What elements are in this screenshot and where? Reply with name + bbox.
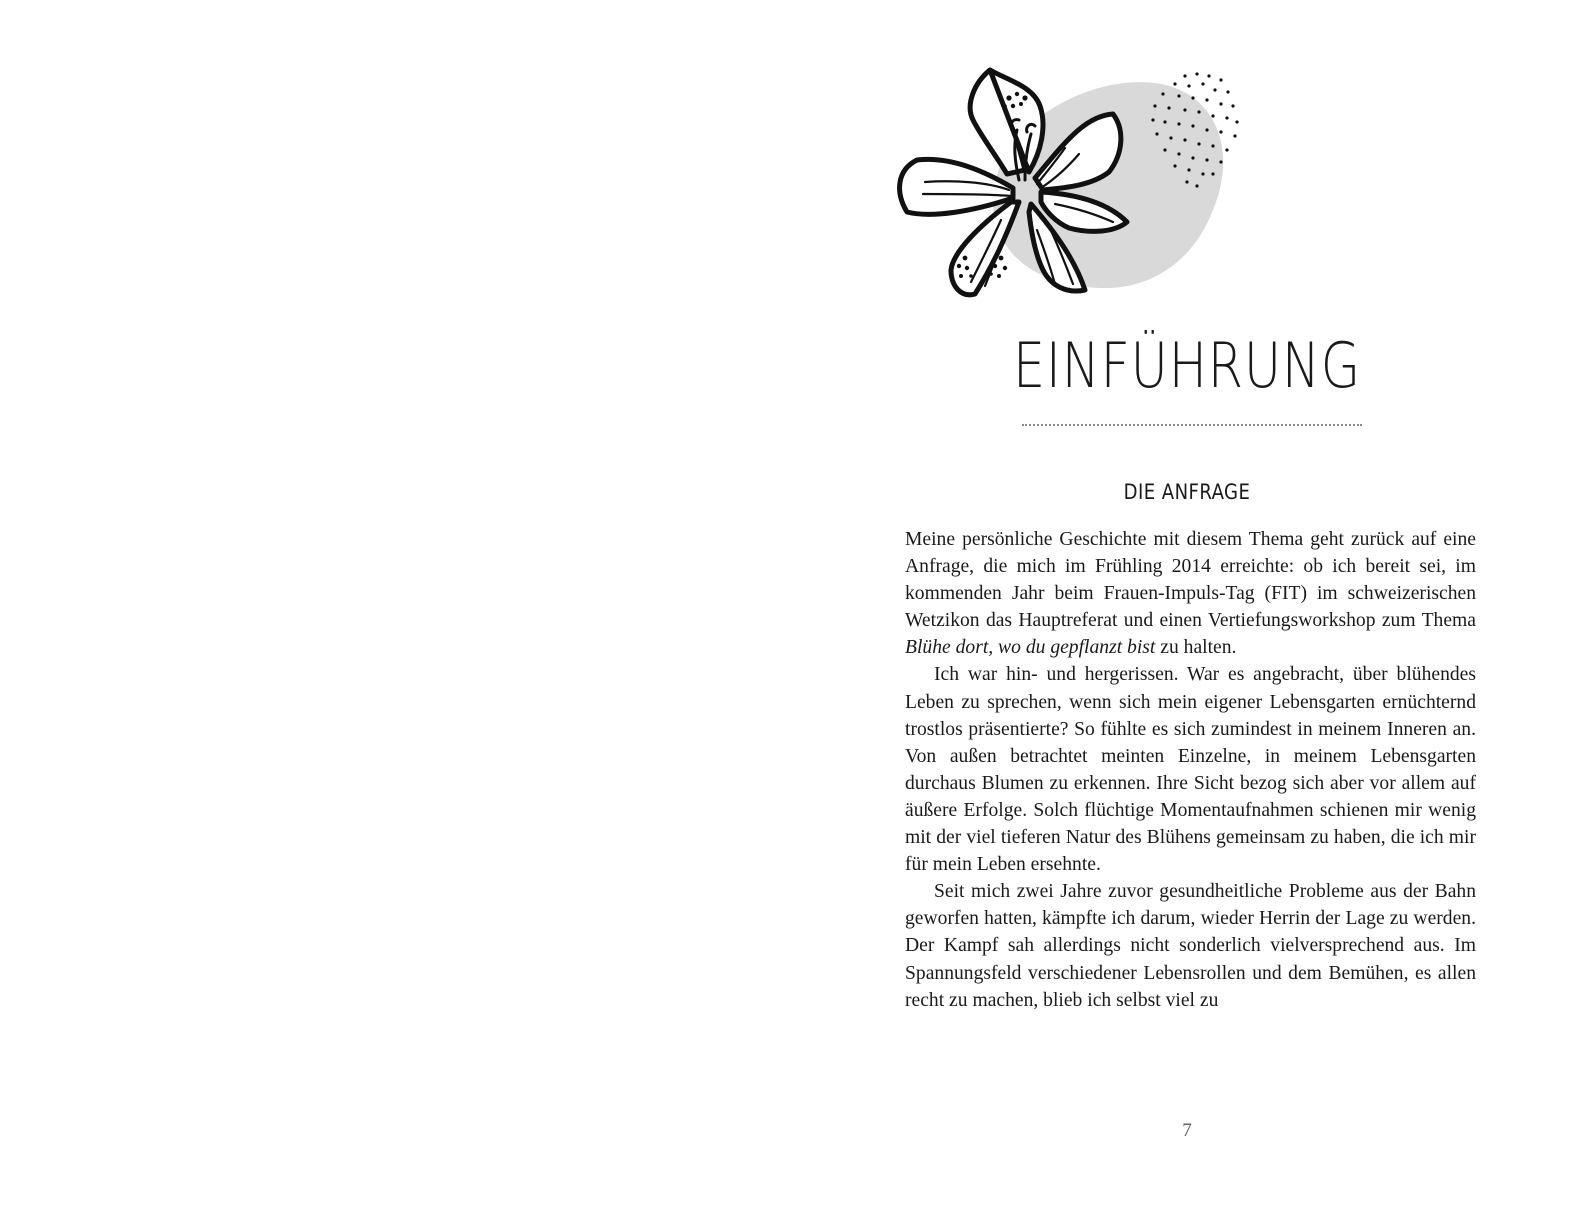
section-heading: DIE ANFRAGE [1123, 480, 1251, 504]
right-page [797, 0, 1594, 1211]
paragraph-1 [905, 526, 1476, 661]
paragraph-3: Seit mich zwei Jahre zuvor gesundheitliche Probleme aus der Bahn geworfen hatten, kämpfte ich darum, wieder Herrin der Lage zu werden. Der Kampf sah allerdings nicht sonderlich vielversprechend aus. Im Spannungsfeld verschiedener Lebensrollen und dem Bemühen, es allen recht zu machen, blieb ich selbst viel zu [905, 881, 1476, 1011]
lily-flower-icon [895, 62, 1265, 312]
body-text [905, 526, 1476, 1014]
paragraph-1-italic: Blühe dort, wo du gepflanzt bist [905, 637, 1156, 659]
dotted-divider [1022, 424, 1362, 426]
paragraph-1-text: Meine persönliche Geschichte mit diesem Thema geht zurück auf eine Anfrage, die mich im Frühling 2014 erreichte: ob ich bereit sei, im kommenden Jahr beim Frauen-Impuls-Tag (FIT) im schweizerischen Wetzikon das Hauptreferat und einen Vertiefungsworkshop zum Thema [905, 529, 1476, 632]
page-number: 7 [1182, 1120, 1192, 1141]
chapter-title: EINFÜHRUNG [1012, 329, 1361, 402]
paragraph-1-end: zu halten. [1155, 637, 1237, 659]
paragraph-2: Ich war hin- und hergerissen. War es angebracht, über blühendes Leben zu sprechen, wenn sich mein eigener Lebensgarten ernüchternd trostlos präsentierte? So fühlte es sich zumindest in meinem Inneren an. Von außen betrachtet meinten Einzelne, in meinem Lebensgarten durchaus Blumen zu erkennen. Ihre Sicht bezog sich aber vor allem auf äußere Erfolge. Solch flüchtige Momentaufnahmen schienen mir wenig mit der viel tieferen Natur des Blühens gemeinsam zu haben, die ich mir für mein Leben ersehnte. [905, 664, 1476, 876]
